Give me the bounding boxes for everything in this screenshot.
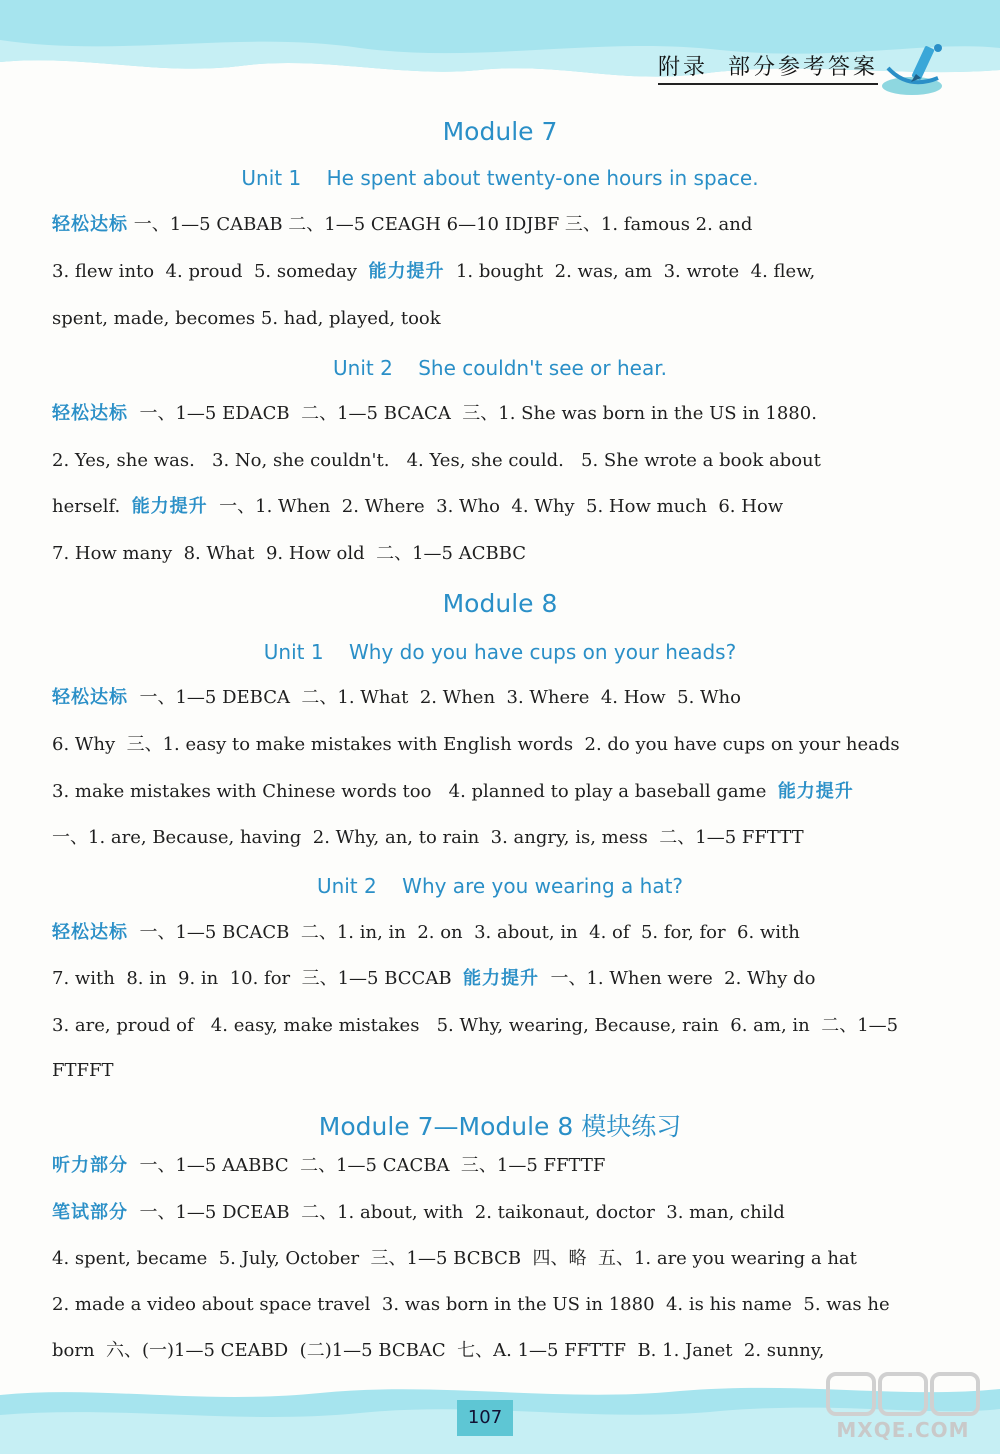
- module-8-unit-2-title: Unit 2 Why are you wearing a hat?: [316, 874, 684, 898]
- tag-easy-standard: 轻松达标: [52, 687, 128, 708]
- page-number: 107: [457, 1400, 513, 1436]
- answer-text: 一、1—5 DCEAB 二、1. about, with 2. taikonaut, doctor 3. man, child: [128, 1202, 785, 1223]
- header-appendix: 附录: [657, 55, 708, 80]
- practice-line-5: born 六、(一)1—5 CEABD (二)1—5 BCBAC 七、A. 1—5 FFTTF B. 1. Janet 2. sunny,: [52, 1340, 825, 1361]
- answer-text: 3. flew into 4. proud 5. someday: [52, 261, 369, 282]
- pencil-icon: [878, 38, 950, 100]
- module-7-unit-1-title: Unit 1 He spent about twenty-one hours in space.: [241, 166, 759, 190]
- tag-ability-improve: 能力提升: [777, 781, 854, 802]
- watermark-text: MXQE.COM: [836, 1418, 970, 1442]
- module-7-8-practice-title: Module 7—Module 8 模块练习: [318, 1112, 682, 1141]
- practice-line-1: [52, 1154, 912, 1178]
- m7-u2-line-3: [52, 495, 912, 519]
- answer-text: herself.: [52, 496, 132, 517]
- header-title: [658, 50, 878, 85]
- module-8-unit-1-title: Unit 1 Why do you have cups on your heads?: [263, 640, 737, 664]
- m8-u2-line-4: FTFFT: [52, 1060, 114, 1081]
- answer-text: 一、1—5 EDACB 二、1—5 BCACA 三、1. She was born in the US in 1880.: [128, 403, 817, 424]
- module-8-title: Module 8: [442, 589, 558, 618]
- m8-u1-line-2: 6. Why 三、1. easy to make mistakes with English words 2. do you have cups on your heads: [52, 734, 900, 755]
- module-7-unit-2-title: Unit 2 She couldn't see or hear.: [333, 356, 667, 380]
- module-7-title: Module 7: [442, 117, 558, 146]
- answer-text: 一、1—5 BCACB 二、1. in, in 2. on 3. about, in 4. of 5. for, for 6. with: [128, 922, 800, 943]
- tag-ability-improve: 能力提升: [463, 968, 540, 989]
- m7-u2-line-2: 2. Yes, she was. 3. No, she couldn't. 4. Yes, she could. 5. She wrote a book about: [52, 450, 821, 471]
- m8-u2-line-3: 3. are, proud of 4. easy, make mistakes 5. Why, wearing, Because, rain 6. am, in 二、1—5: [52, 1015, 899, 1036]
- tag-ability-improve: 能力提升: [131, 496, 208, 517]
- answer-text: 一、1. When 2. Where 3. Who 4. Why 5. How much 6. How: [207, 496, 784, 517]
- tag-listening-part: 听力部分: [52, 1155, 128, 1176]
- answer-text: 一、1. When were 2. Why do: [539, 968, 816, 989]
- tag-easy-standard: 轻松达标: [52, 922, 128, 943]
- answer-text: 1. bought 2. was, am 3. wrote 4. flew,: [444, 261, 816, 282]
- practice-line-4: 2. made a video about space travel 3. was born in the US in 1880 4. is his name 5. was he: [52, 1294, 890, 1315]
- practice-line-3: 4. spent, became 5. July, October 三、1—5 BCBCB 四、略 五、1. are you wearing a hat: [52, 1248, 857, 1269]
- m8-u1-line-4: 一、1. are, Because, having 2. Why, an, to rain 3. angry, is, mess 二、1—5 FFTTT: [52, 827, 804, 848]
- header-answers-title: 部分参考答案: [727, 55, 878, 80]
- tag-ability-improve: 能力提升: [368, 261, 445, 282]
- m7-u2-line-1: [52, 402, 912, 426]
- answer-text: 7. with 8. in 9. in 10. for 三、1—5 BCCAB: [52, 968, 464, 989]
- tag-easy-standard: 轻松达标: [52, 403, 128, 424]
- m7-u1-line-2: [52, 260, 912, 284]
- m8-u2-line-1: [52, 921, 912, 945]
- m7-u2-line-4: 7. How many 8. What 9. How old 二、1—5 ACBBC: [52, 543, 527, 564]
- m8-u1-line-1: [52, 686, 912, 710]
- m8-u1-line-3: [52, 780, 912, 804]
- answer-text: 一、1—5 DEBCA 二、1. What 2. When 3. Where 4. How 5. Who: [128, 687, 741, 708]
- answer-text: 3. make mistakes with Chinese words too 4. planned to play a baseball game: [52, 781, 778, 802]
- tag-written-part: 笔试部分: [52, 1202, 128, 1223]
- practice-line-2: [52, 1201, 912, 1225]
- m7-u1-line-1: [52, 213, 912, 237]
- answer-text: 一、1—5 AABBC 二、1—5 CACBA 三、1—5 FFTTF: [128, 1155, 606, 1176]
- m8-u2-line-2: [52, 967, 912, 991]
- m7-u1-line-3: spent, made, becomes 5. had, played, took: [52, 308, 441, 329]
- tag-easy-standard: 轻松达标: [52, 214, 128, 235]
- answer-text: 一、1—5 CABAB 二、1—5 CEAGH 6—10 IDJBF 三、1. famous 2. and: [128, 214, 753, 235]
